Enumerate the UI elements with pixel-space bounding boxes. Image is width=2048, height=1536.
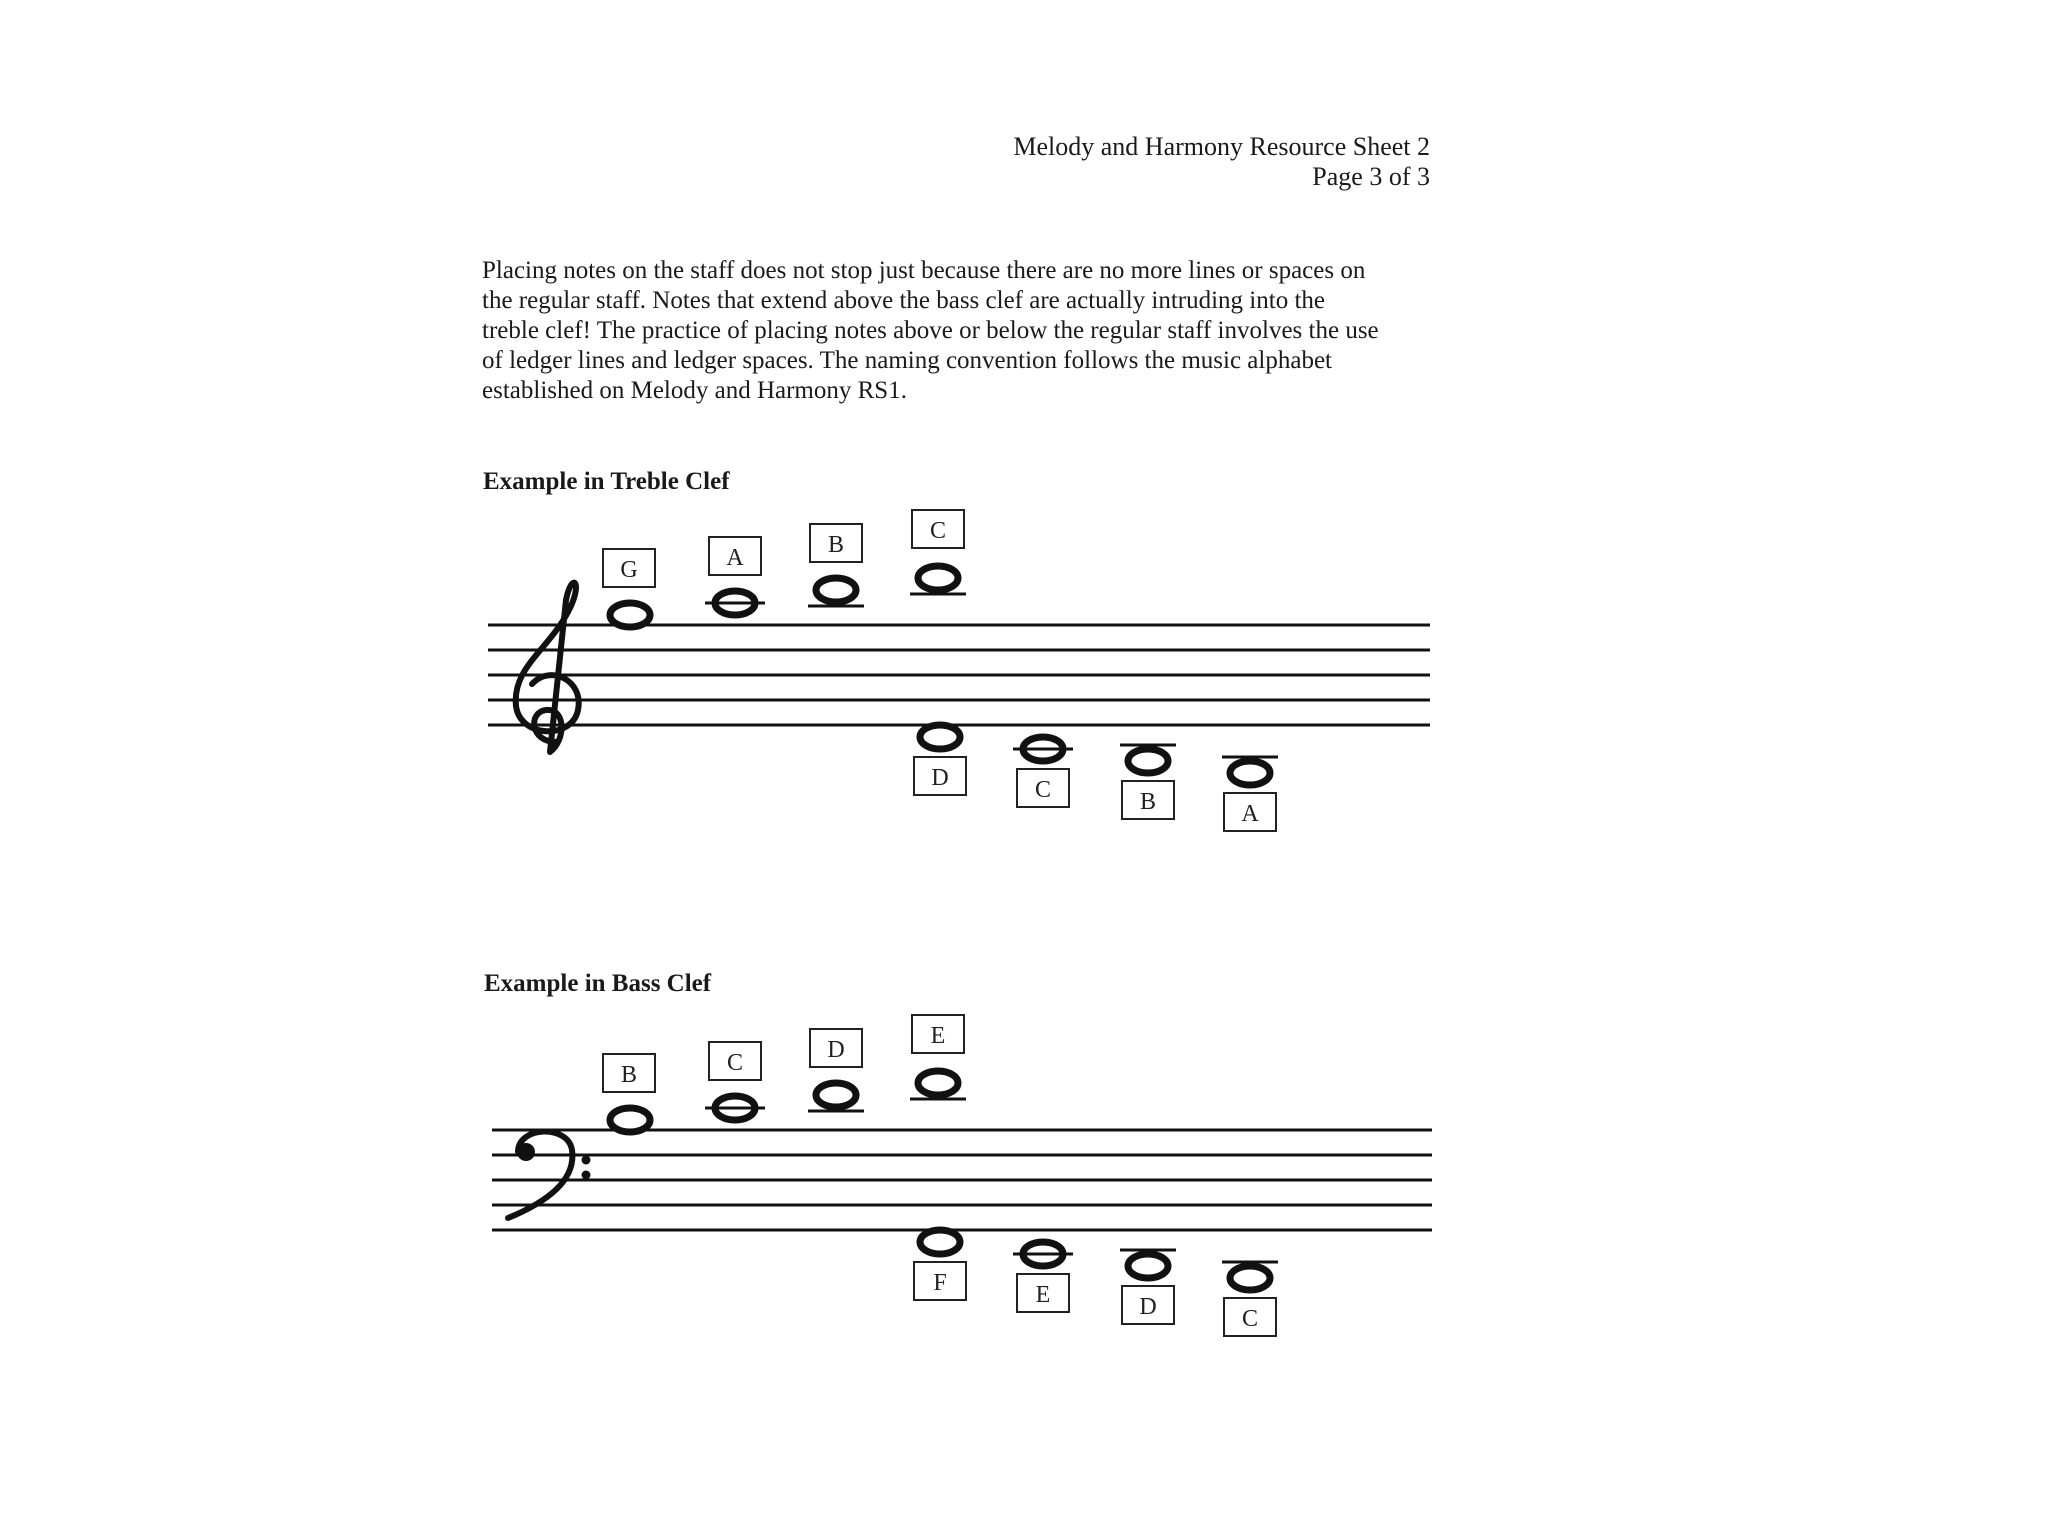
bass-example-heading: Example in Bass Clef (484, 970, 712, 997)
note-name: F (933, 1270, 947, 1296)
note-label-box (1122, 781, 1174, 819)
whole-note (705, 591, 765, 615)
whole-note (910, 1071, 966, 1099)
note-name: C (726, 1050, 744, 1076)
note-name: C (929, 518, 947, 544)
note-label-box (709, 537, 761, 575)
note-name: E (1035, 1282, 1051, 1308)
header-page-number: Page 3 of 3 (1312, 162, 1430, 191)
note-name: E (930, 1023, 946, 1049)
whole-note (1013, 1242, 1073, 1266)
bass-staff (492, 1130, 1432, 1230)
paragraph-line: treble clef! The practice of placing notes above or below the regular staff involves the use (482, 317, 1379, 344)
whole-note (1222, 1262, 1278, 1290)
note-name: B (827, 532, 845, 558)
note-label-box (914, 757, 966, 795)
note-name: D (931, 765, 949, 791)
whole-note (920, 1230, 960, 1254)
note-name: D (1139, 1294, 1157, 1320)
note-name: A (1241, 801, 1259, 827)
note-label-box (912, 510, 964, 548)
whole-note (1013, 737, 1073, 761)
note-label-box (1122, 1286, 1174, 1324)
note-name: D (827, 1037, 845, 1063)
note-name: C (1034, 777, 1052, 803)
note-label-box (914, 1262, 966, 1300)
whole-note (610, 1108, 650, 1132)
note-label-box (810, 1029, 862, 1067)
note-label-box (709, 1042, 761, 1080)
paragraph-line: of ledger lines and ledger spaces. The naming convention follows the music alphabet (482, 347, 1332, 374)
paragraph-line: established on Melody and Harmony RS1. (482, 377, 907, 404)
treble-staff (488, 625, 1430, 725)
note-name: B (620, 1062, 638, 1088)
note-name: A (726, 545, 744, 571)
whole-note (1120, 1250, 1176, 1278)
paragraph-line: Placing notes on the staff does not stop just because there are no more lines or spaces on (482, 257, 1366, 284)
note-name: B (1139, 789, 1157, 815)
note-name: G (620, 557, 638, 583)
note-label-box (810, 524, 862, 562)
note-label-box (912, 1015, 964, 1053)
whole-note (808, 578, 864, 606)
note-label-box (1224, 793, 1276, 831)
whole-note (808, 1083, 864, 1111)
whole-note (705, 1096, 765, 1120)
whole-note (920, 725, 960, 749)
whole-note (910, 566, 966, 594)
note-label-box (603, 549, 655, 587)
note-label-box (1224, 1298, 1276, 1336)
whole-note (1222, 757, 1278, 785)
whole-note (610, 603, 650, 627)
whole-note (1120, 745, 1176, 773)
note-label-box (1017, 1274, 1069, 1312)
note-name: C (1241, 1306, 1259, 1332)
paragraph-line: the regular staff. Notes that extend above the bass clef are actually intruding into the (482, 287, 1325, 314)
header-title: Melody and Harmony Resource Sheet 2 (1013, 132, 1430, 161)
note-label-box (603, 1054, 655, 1092)
treble-clef-icon (516, 583, 579, 752)
note-label-box (1017, 769, 1069, 807)
treble-example-heading: Example in Treble Clef (483, 468, 730, 495)
